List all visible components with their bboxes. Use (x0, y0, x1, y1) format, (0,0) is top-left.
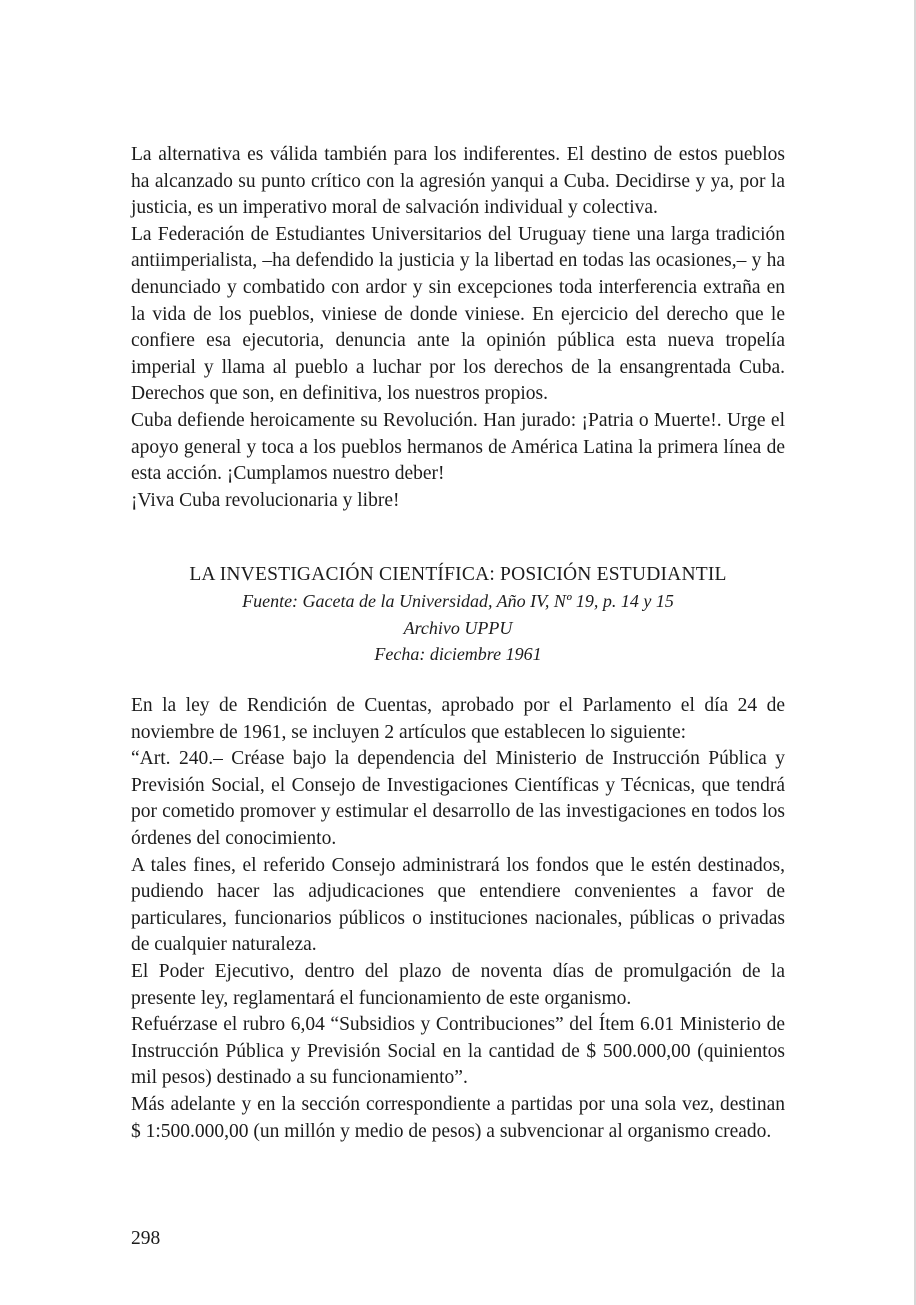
top-text-block (131, 142, 785, 514)
paragraph: El Poder Ejecutivo, dentro del plazo de noventa días de promulgación de la presente ley, reglamentará el funcionamiento de este organismo. (131, 960, 785, 1009)
paragraph: La Federación de Estudiantes Universitarios del Uruguay tiene una larga tradición antiimperialista, –ha defendido la justicia y la libertad en todas las ocasiones,– y ha denunciado y combatido con ardor y sin excepciones toda interferencia extraña en la vida de los pueblos, viniese de donde viniese. En ejercicio del derecho que le confiere esa ejecutoria, denuncia ante la opinión pública esta nueva tropelía imperial y llama al pueblo a luchar por los derechos de la ensangrentada Cuba. Derechos que son, en definitiva, los nuestros propios. (131, 223, 785, 405)
section-title: LA INVESTIGACIÓN CIENTÍFICA: POSICIÓN ESTUDIANTIL (189, 564, 727, 585)
paragraph: La alternativa es válida también para los indiferentes. El destino de estos pueblos ha alcanzado su punto crítico con la agresión yanqui a Cuba. Decidirse y ya, por la justicia, es un imperativo moral de salvación individual y colectiva. (131, 144, 785, 219)
section-heading (131, 562, 785, 668)
paragraph: Más adelante y en la sección correspondiente a partidas por una sola vez, destinan $ 1:500.000,00 (un millón y medio de pesos) a subvencionar al organismo creado. (131, 1093, 785, 1142)
paragraph: En la ley de Rendición de Cuentas, aprobado por el Parlamento el día 24 de noviembre de 1961, se incluyen 2 artículos que establecen lo siguiente: (131, 695, 785, 743)
paragraph: A tales fines, el referido Consejo administrará los fondos que le estén destinados, pudiendo hacer las adjudicaciones que entendiere convenientes a favor de particulares, funcionarios públicos o instituciones nacionales, públicas o privadas de cualquier naturaleza. (131, 854, 785, 956)
paragraph: Cuba defiende heroicamente su Revolución. Han jurado: ¡Patria o Muerte!. Urge el apoyo general y toca a los pueblos hermanos de América Latina la primera línea de esta acción. ¡Cumplamos nuestro deber! (131, 409, 785, 485)
date-line: Fecha: diciembre 1961 (374, 644, 542, 664)
source-line: Fuente: Gaceta de la Universidad, Año IV, Nº 19, p. 14 y 15 (242, 591, 674, 611)
bottom-text-block (131, 693, 785, 1145)
closing-line: ¡Viva Cuba revolucionaria y libre! (131, 489, 400, 511)
paragraph: “Art. 240.– Créase bajo la dependencia del Ministerio de Instrucción Pública y Previsión Social, el Consejo de Investigaciones Científicas y Técnicas, que tendrá por cometido promover y estimular el desarrollo de las investigaciones en todos los órdenes del conocimiento. (131, 748, 785, 849)
page-number: 298 (131, 1228, 161, 1249)
paragraph: Refuérzase el rubro 6,04 “Subsidios y Contribuciones” del Ítem 6.01 Ministerio de Instrucción Pública y Previsión Social en la cantidad de $ 500.000,00 (quinientos mil pesos) destinado a su funcionamiento”. (131, 1014, 785, 1089)
archive-line: Archivo UPPU (403, 617, 513, 638)
